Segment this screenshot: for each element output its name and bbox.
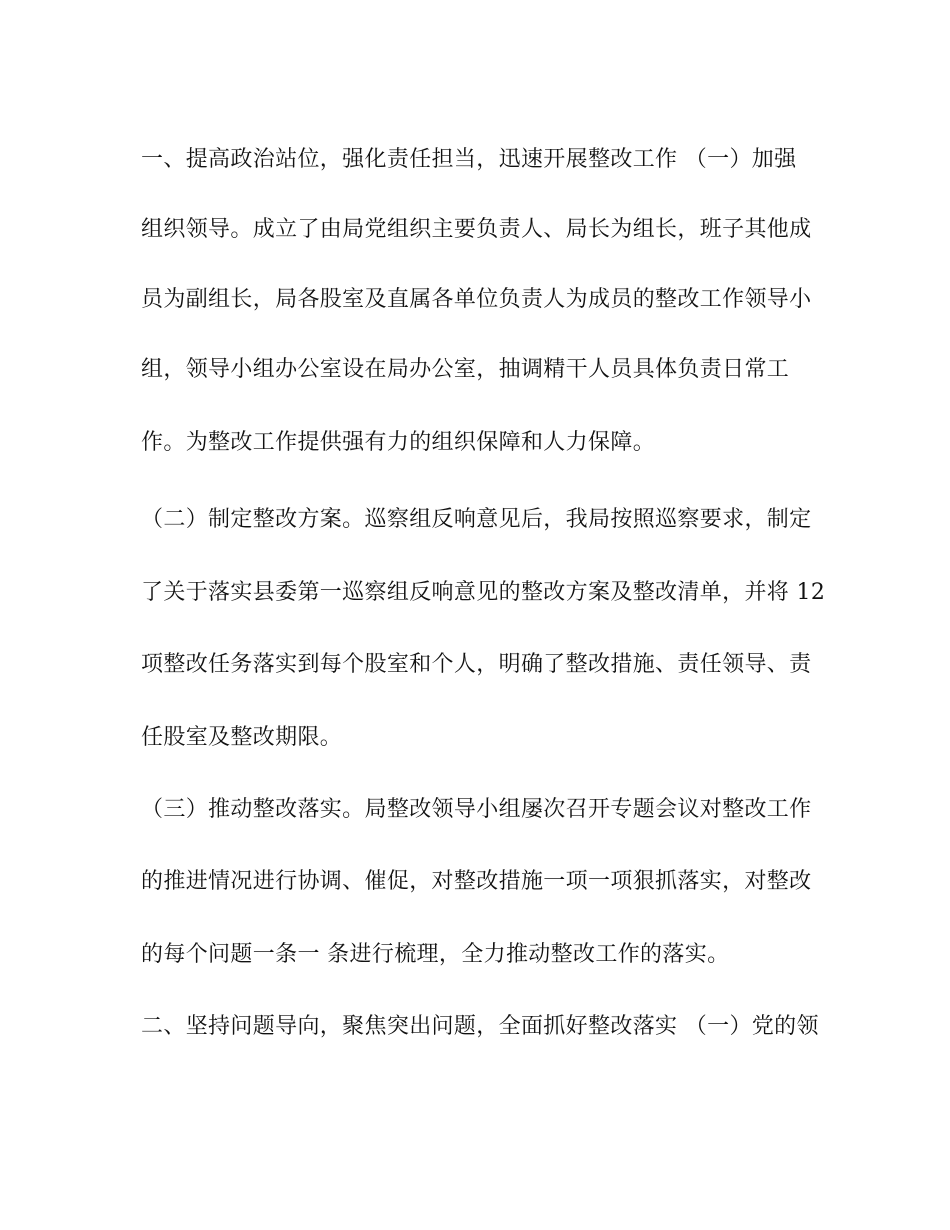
text-line: 一、提高政治站位，强化责任担当，迅速开展整改工作 （一）加强 — [141, 147, 797, 172]
text-line: （三）推动整改落实。局整改领导小组屡次召开专题会议对整改工作 — [141, 797, 812, 822]
text-line: （二）制定整改方案。巡察组反响意见后，我局按照巡察要求，制定 — [141, 507, 812, 532]
text-line: 的每个问题一条一 条进行梳理，全力推动整改工作的落实。 — [141, 942, 730, 967]
text-line: 作。为整改工作提供强有力的组织保障和人力保障。 — [141, 430, 656, 455]
text-line: 项整改任务落实到每个股室和个人，明确了整改措施、责任领导、责 — [141, 652, 812, 677]
text-line: 二、坚持问题导向，聚焦突出问题，全面抓好整改落实 （一）党的领 — [141, 1014, 819, 1039]
text-line: 的推进情况进行协调、催促，对整改措施一项一项狠抓落实，对整改 — [141, 869, 812, 894]
text-line: 组织领导。成立了由局党组织主要负责人、局长为组长，班子其他成 — [141, 217, 812, 242]
text-line: 员为副组长，局各股室及直属各单位负责人为成员的整改工作领导小 — [141, 287, 812, 312]
text-line: 了关于落实县委第一巡察组反响意见的整改方案及整改清单，并将 12 — [141, 580, 826, 605]
text-line: 组，领导小组办公室设在局办公室，抽调精干人员具体负责日常工 — [141, 357, 790, 382]
text-line: 任股室及整改期限。 — [141, 725, 343, 750]
